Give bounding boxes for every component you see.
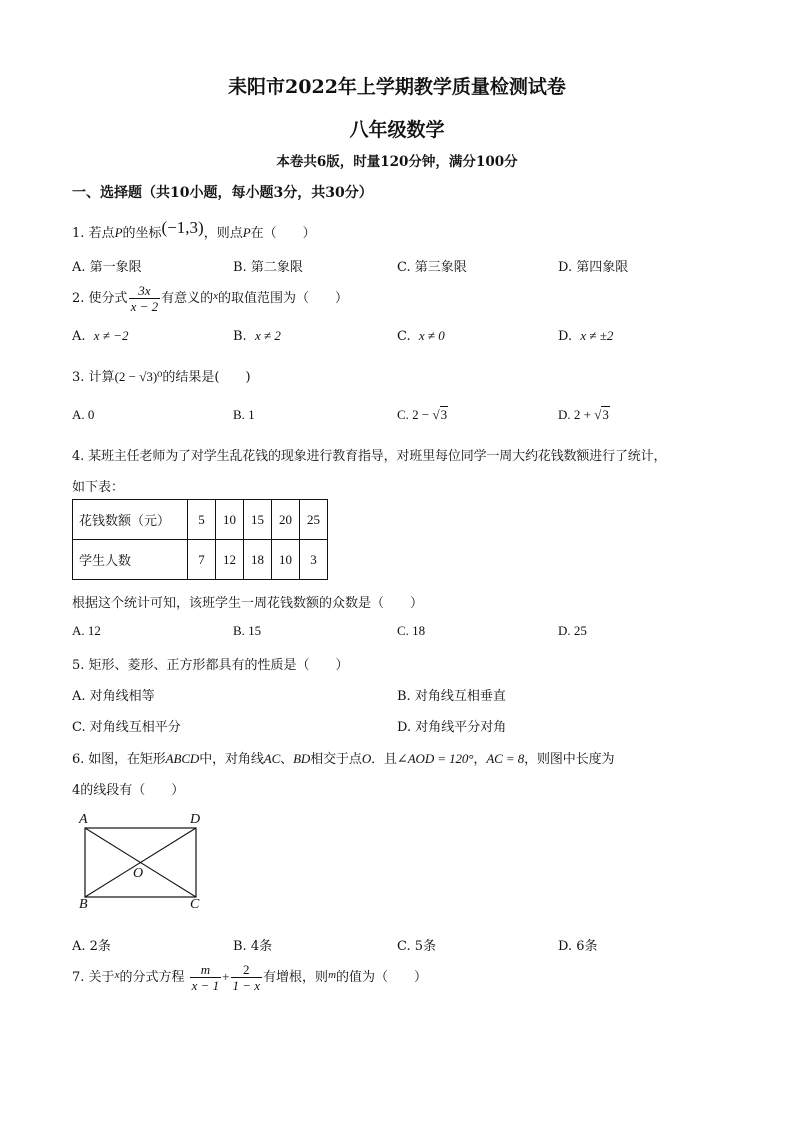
option-label: D. (558, 329, 573, 344)
var-bd: BD (293, 751, 311, 766)
fraction-denominator: x − 1 (191, 978, 220, 993)
option-label: A. (72, 329, 86, 344)
label-a: A (79, 812, 88, 827)
question-number: 3. (72, 370, 85, 385)
option-value: 2 + (573, 407, 591, 422)
option-c: C. 2 − √3 (397, 407, 448, 422)
label-b: B (79, 897, 88, 912)
table-cell: 3 (300, 540, 328, 580)
question-text: 中，对角线 (199, 752, 264, 767)
angle-expression: ∠AOD = 120° (396, 751, 474, 766)
question-number: 6. (72, 752, 85, 767)
label-d: D (190, 812, 201, 827)
question-3 (72, 366, 251, 385)
option-c: C. 5条 (397, 939, 437, 954)
table-cell: 25 (300, 500, 328, 540)
var-p: P (114, 225, 123, 240)
var-p: P (242, 225, 251, 240)
question-text: 的结果是( ) (162, 370, 251, 385)
option-c: C. 18 (397, 623, 426, 638)
option-a (72, 407, 94, 423)
var-x: x (213, 290, 219, 302)
table-cell: 12 (216, 540, 244, 580)
fraction (129, 283, 161, 314)
table-cell: 18 (244, 540, 272, 580)
var-abcd: ABCD (165, 751, 200, 766)
option-label: B. (233, 329, 247, 344)
table-cell: 20 (272, 500, 300, 540)
option-value: x ≠ 0 (418, 328, 445, 343)
stats-table (72, 499, 328, 580)
option-d: D. 对角线平分对角 (397, 720, 507, 735)
option-b: B. 4条 (233, 939, 273, 954)
section-heading: 一、选择题（共10小题，每小题3分，共30分） (72, 185, 373, 201)
option-a: A. 第一象限 (72, 260, 142, 275)
question-text: 有增根，则 (263, 970, 329, 985)
question-text: ，则点 (203, 226, 243, 241)
table-row (73, 540, 328, 580)
option-d: D. 6条 (558, 939, 598, 954)
length-expression: AC = 8 (486, 751, 525, 766)
question-text: 矩形、菱形、正方形都具有的性质是（ ） (88, 658, 349, 673)
fraction-denominator: 1 − x (232, 978, 261, 993)
option-d (558, 328, 613, 344)
option-value: x ≠ 2 (254, 328, 281, 343)
fraction (190, 962, 222, 993)
option-b: B. 对角线互相垂直 (397, 689, 506, 704)
separator: 、 (280, 752, 294, 767)
question-text: 如下表： (72, 480, 125, 495)
question-5 (72, 654, 349, 673)
question-text: 4的线段有（ ） (72, 783, 185, 798)
table-cell: 15 (244, 500, 272, 540)
option-d: D. 25 (558, 623, 587, 638)
var-o: O (361, 751, 372, 766)
option-d: D. 第四象限 (558, 260, 629, 275)
option-c: C. 第三象限 (397, 260, 467, 275)
fraction-numerator: 3x (129, 283, 161, 299)
table-cell: 5 (188, 500, 216, 540)
label-o: O (133, 866, 144, 881)
question-7 (72, 962, 427, 993)
math-expression: (2 − √3)⁰ (114, 369, 163, 384)
question-text: 的值为（ ） (336, 970, 428, 985)
question-number: 4. (72, 449, 85, 464)
table-cell: 10 (272, 540, 300, 580)
question-text: ，则图中长度为 (524, 752, 615, 767)
question-number: 7. (72, 970, 85, 985)
question-number: 2. (72, 291, 85, 306)
option-value: x ≠ −2 (93, 328, 129, 343)
coordinate: (−1,3) (161, 218, 204, 237)
question-text: 根据这个统计可知，该班学生一周花钱数额的众数是（ ） (72, 596, 424, 611)
var-ac: AC (263, 751, 281, 766)
exam-subject: 八年级数学 (349, 119, 445, 141)
option-a (72, 328, 128, 344)
exam-info: 本卷共6版，时量120分钟，满分100分 (276, 154, 518, 170)
table-cell: 7 (188, 540, 216, 580)
question-number: 5. (72, 658, 85, 673)
question-text: 计算 (88, 370, 115, 385)
question-text: 某班主任老师为了对学生乱花钱的现象进行教育指导，对班里每位同学一周大约花钱数额进行了统计， (88, 449, 667, 464)
question-text: 相交于点 (310, 752, 362, 767)
option-value: x ≠ ±2 (580, 328, 614, 343)
question-2 (72, 283, 348, 314)
option-b (233, 328, 281, 344)
sqrt-radicand: 3 (440, 407, 448, 422)
option-value: 1 (248, 407, 255, 422)
var-m: m (328, 969, 337, 981)
plus-sign: + (222, 969, 230, 984)
question-1 (72, 218, 316, 242)
separator: ， (473, 752, 487, 767)
fraction-numerator: m (190, 962, 222, 978)
question-text: 如图，在矩形 (88, 752, 166, 767)
fraction (231, 962, 263, 993)
table-row-header: 学生人数 (73, 540, 188, 580)
option-c (397, 328, 445, 344)
option-label: B. (233, 407, 245, 422)
var-x: x (114, 969, 120, 981)
option-c: C. 对角线互相平分 (72, 720, 181, 735)
question-text: 使分式 (88, 291, 128, 306)
question-text: 的取值范围为（ ） (218, 291, 349, 306)
question-text: 关于 (88, 970, 115, 985)
option-a: A. 对角线相等 (72, 689, 155, 704)
question-4 (72, 445, 666, 464)
option-label: C. (397, 407, 409, 422)
option-label: C. (397, 329, 411, 344)
fraction-denominator: x − 2 (130, 299, 159, 314)
question-text: 的分式方程 (119, 970, 185, 985)
table-row (73, 500, 328, 540)
question-number: 1. (72, 226, 85, 241)
label-c: C (190, 897, 200, 912)
option-value: 0 (87, 407, 95, 422)
option-a: A. 2条 (72, 939, 111, 954)
option-b (233, 407, 255, 423)
option-value: 2 − (412, 407, 430, 422)
exam-title: 耒阳市2022年上学期教学质量检测试卷 (228, 76, 566, 98)
question-6 (72, 748, 614, 767)
option-a: A. 12 (72, 623, 101, 638)
question-text: 有意义的 (161, 291, 214, 306)
question-text: 的坐标 (122, 226, 162, 241)
option-b: B. 第二象限 (233, 260, 303, 275)
option-d: D. 2 + √3 (558, 407, 609, 422)
option-b: B. 15 (233, 623, 262, 638)
question-text: 若点 (88, 226, 115, 241)
fraction-numerator: 2 (231, 962, 263, 978)
option-label: A. (72, 407, 85, 422)
sqrt-radicand: 3 (602, 407, 609, 422)
question-text: ．且 (371, 752, 397, 767)
table-cell: 10 (216, 500, 244, 540)
table-row-header: 花钱数额（元） (73, 500, 188, 540)
question-text: 在（ ） (250, 226, 316, 241)
option-label: D. (558, 407, 571, 422)
